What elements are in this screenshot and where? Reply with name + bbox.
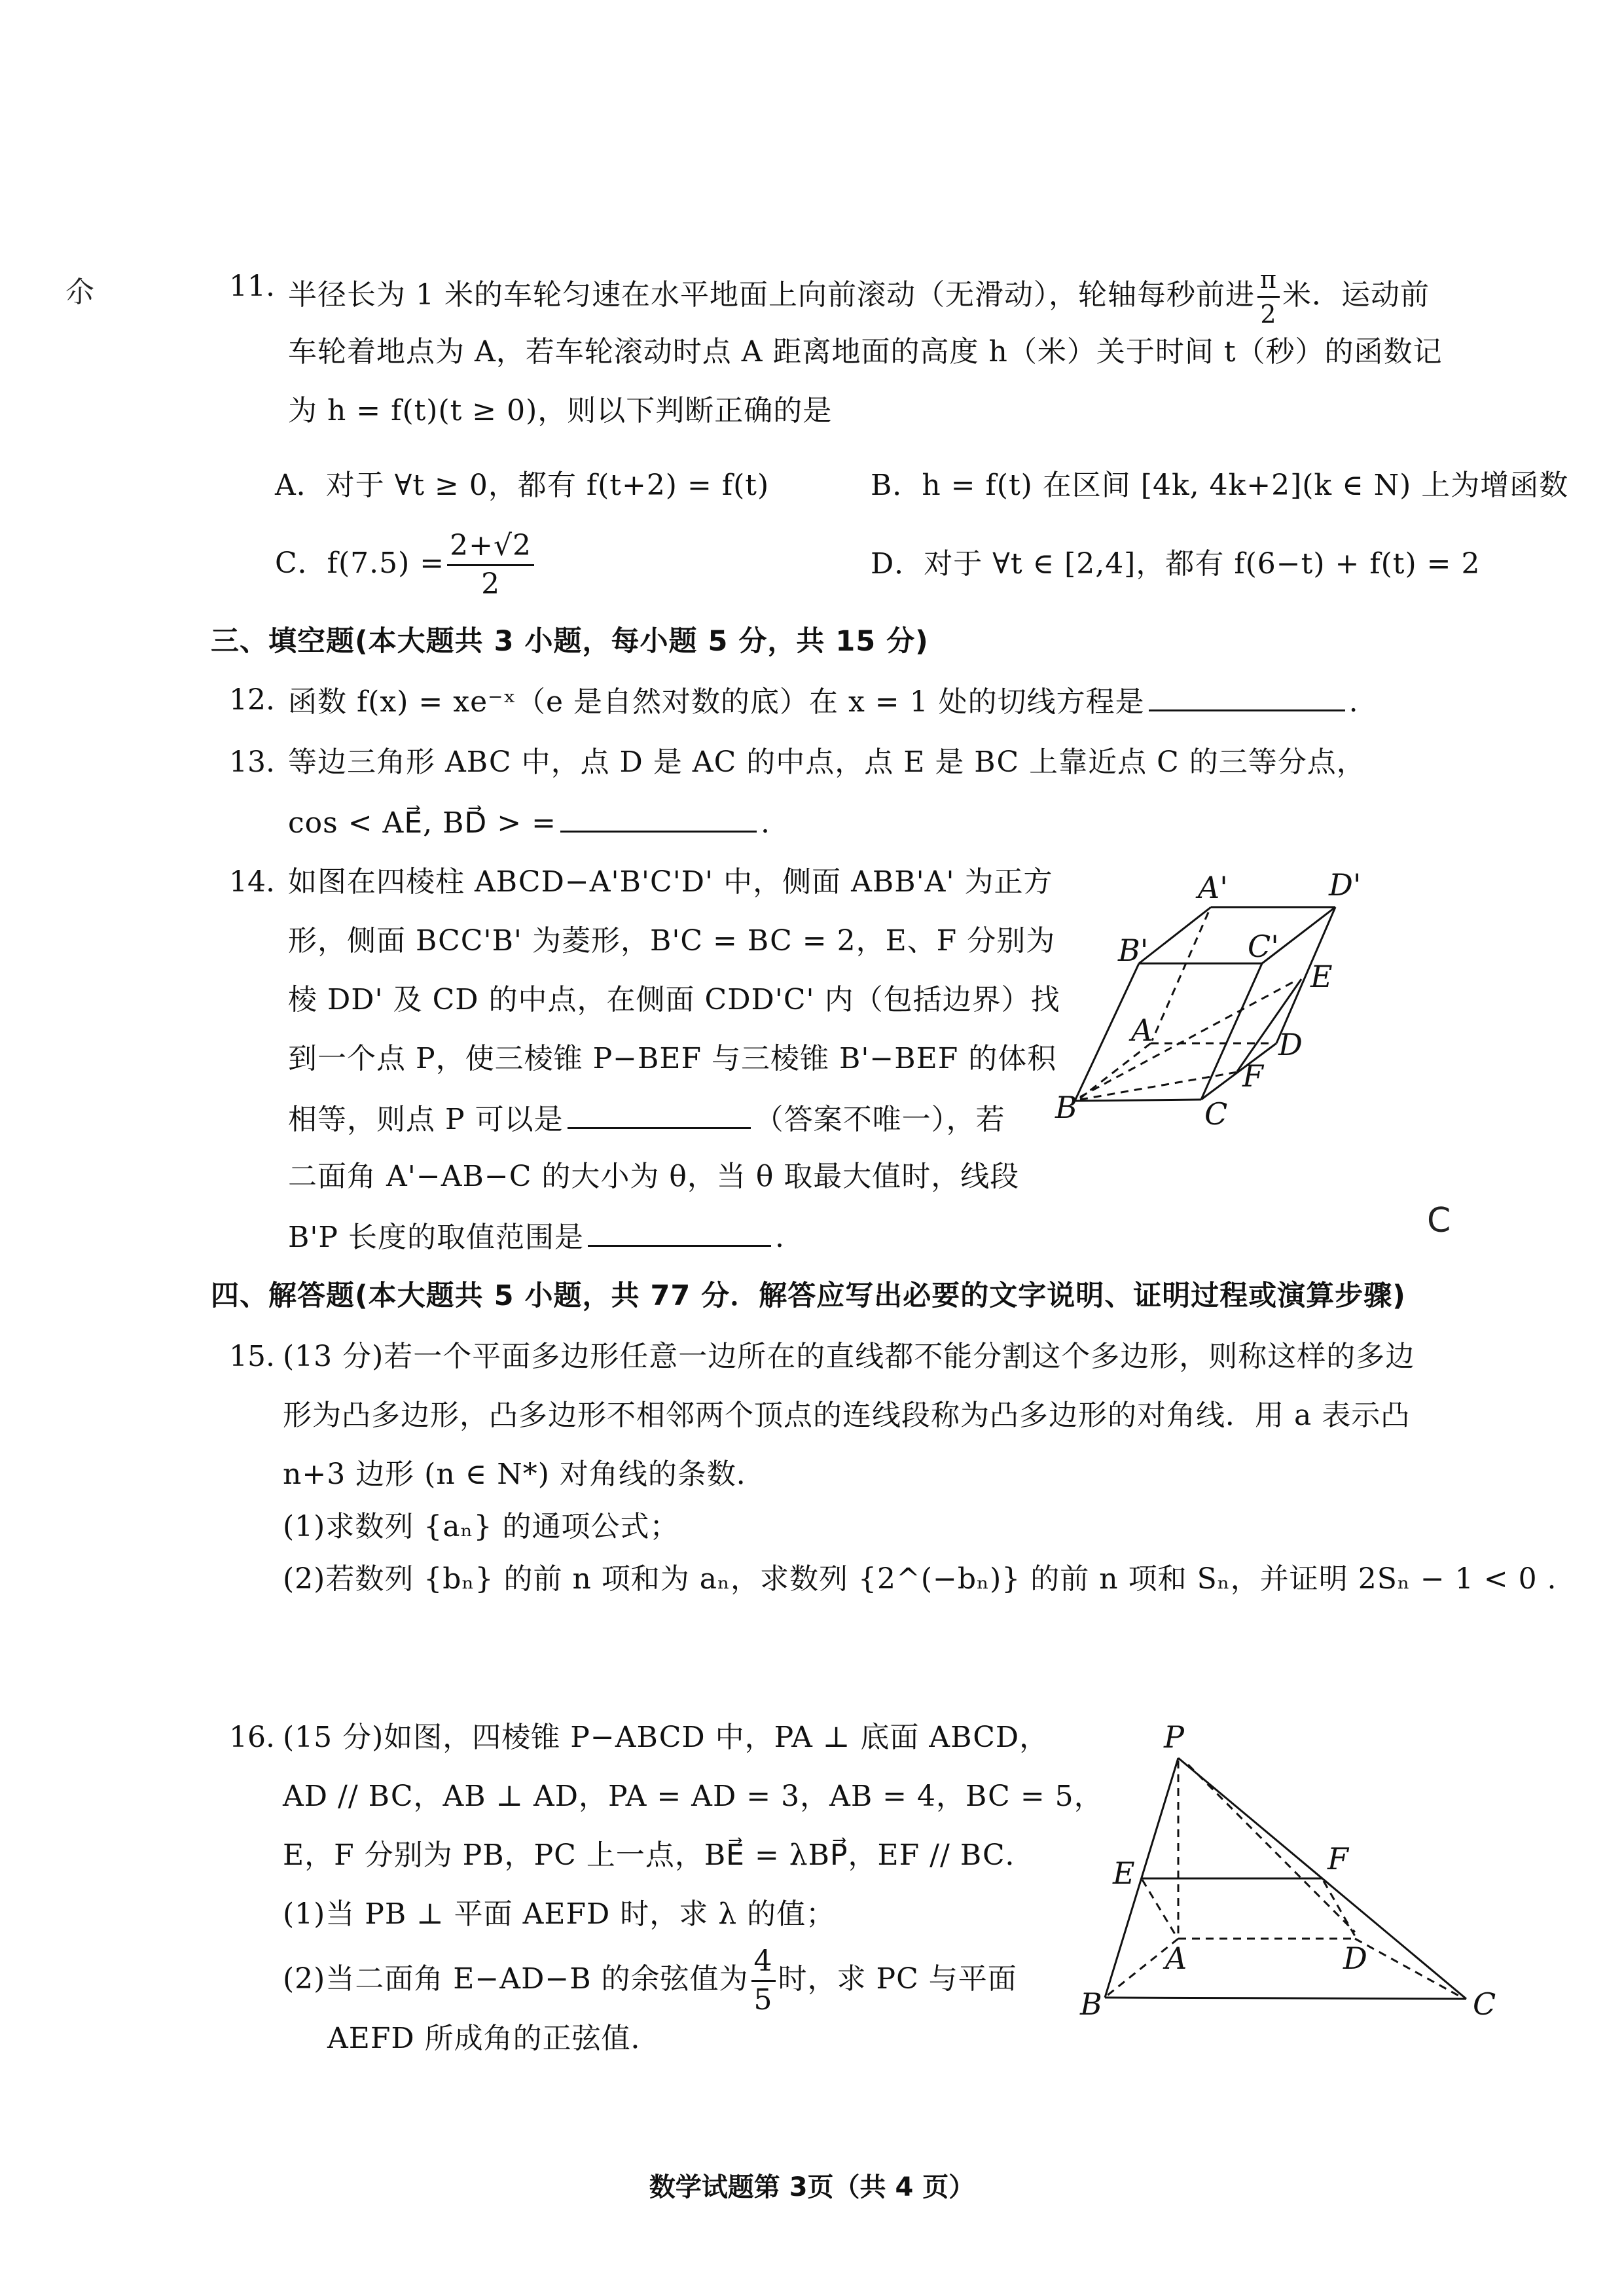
question-part-1: (1)求数列 {aₙ} 的通项公式； [283,1510,679,1543]
question-text-line: (15 分)如图，四棱锥 P−ABCD 中，PA ⊥ 底面 ABCD， [283,1721,1049,1754]
text-segment: 函数 f(x) = xe⁻ˣ（e 是自然对数的底）在 x = 1 处的切线方程是 [288,685,1145,719]
question-text-line: 到一个点 P，使三棱锥 P−BEF 与三棱锥 B'−BEF 的体积 [288,1042,1057,1075]
label-e: E [1310,959,1333,994]
fraction-numerator: 4 [751,1947,776,1982]
question-text-line: 车轮着地点为 A，若车轮滚动时点 A 距离地面的高度 h（米）关于时间 t（秒）的函数记 [288,335,1443,368]
text-segment: 相等，则点 P 可以是 [288,1103,564,1136]
fraction-denominator: 2 [481,567,501,601]
figure-prism [1034,844,1460,1132]
question-text-line: 形，侧面 BCC'B' 为菱形，B'C = BC = 2，E、F 分别为 [288,924,1056,958]
label-c: C [1473,1986,1496,2016]
question-text-line: (13 分)若一个平面多边形任意一边所在的直线都不能分割这个多边形，则称这样的多边 [283,1340,1415,1373]
question-text-line [288,267,1430,327]
option-b: B．h = f(t) 在区间 [4k, 4k+2](k ∈ N) 上为增函数 [871,469,1569,502]
text-segment: （答案不唯一），若 [754,1103,1005,1136]
margin-mark-right: C [1427,1201,1451,1240]
section-heading-solutions: 四、解答题(本大题共 5 小题，共 77 分．解答应写出必要的文字说明、证明过程或演算步骤) [211,1280,1406,1312]
question-number: 12. [229,683,275,717]
segment-bf-hidden [1080,1072,1237,1100]
question-text-line [288,1098,1005,1139]
label-d: D [1343,1941,1367,1976]
text-segment: . [761,806,771,840]
question-text-line: AEFD 所成角的正弦值． [327,2022,660,2055]
question-text-line: 为 h = f(t)(t ≥ 0)，则以下判断正确的是 [288,394,833,427]
text-segment: cos < AE⃗, BD⃗ > = [288,806,557,840]
text-segment: 半径长为 1 米的车轮匀速在水平地面上向前滚动（无滑动），轮轴每秒前进 [288,278,1255,312]
question-text-line: n+3 边形 (n ∈ N*) 对角线的条数． [283,1458,766,1491]
question-number: 15. [229,1340,275,1373]
label-f: F [1327,1841,1348,1876]
label-d: D [1278,1027,1303,1062]
text-segment: 米．运动前 [1282,278,1430,312]
option-c [275,531,537,599]
option-d: D．对于 ∀t ∈ [2,4]，都有 f(6−t) + f(t) = 2 [871,547,1481,581]
fraction-4-5 [751,1947,776,2015]
edge-b1b [1075,963,1139,1101]
question-text-line [288,681,1359,722]
answer-blank[interactable] [560,802,757,833]
edge-cd [1201,1043,1276,1100]
edge-dc-hidden [1355,1939,1460,1996]
label-a: A [1165,1941,1187,1976]
question-text-line [288,1216,785,1257]
label-a-prime: A' [1198,870,1228,905]
edge-bc [1105,1998,1466,1999]
question-text-line: E，F 分别为 PB，PC 上一点，BE⃗ = λBP⃗，EF // BC． [283,1839,1035,1872]
question-part-2: (2)若数列 {bₙ} 的前 n 项和为 aₙ，求数列 {2^(−bₙ)} 的前 n 项和 Sₙ，并证明 2Sₙ − 1 < 0 . [283,1562,1557,1596]
label-b: B [1055,1090,1077,1125]
label-a: A [1131,1013,1153,1048]
label-c: C [1204,1096,1228,1132]
label-b-prime: B' [1118,933,1149,968]
question-text-line: 等边三角形 ABC 中，点 D 是 AC 的中点，点 E 是 BC 上靠近点 C 的三等分点， [288,745,1366,779]
fraction-numerator: π [1257,267,1280,298]
question-number: 16. [229,1721,275,1754]
question-number: 11. [229,270,275,303]
question-part-1: (1)当 PB ⊥ 平面 AEFD 时，求 λ 的值； [283,1897,836,1931]
label-e: E [1113,1856,1135,1891]
label-c-prime: C' [1248,929,1279,964]
segment-ea-hidden [1142,1880,1177,1937]
edge-a1b1 [1139,907,1211,963]
question-text-line [288,802,770,843]
text-segment: B'P 长度的取值范围是 [288,1221,585,1254]
text-segment: C．f(7.5) = [275,547,445,580]
edge-bc [1075,1100,1201,1101]
fraction-numerator: 2+√2 [447,531,534,566]
segment-be-hidden [1080,980,1296,1097]
question-text-line: 棱 DD' 及 CD 的中点，在侧面 CDD'C' 内（包括边界）找 [288,983,1060,1016]
fraction-pi-over-2 [1257,267,1280,327]
fraction-denominator: 5 [753,1983,773,2017]
page-footer: 数学试题第 3页（共 4 页） [649,2172,975,2202]
text-segment: 时，求 PC 与平面 [778,1962,1017,1996]
text-segment: . [1348,685,1359,719]
figure-pyramid [1047,1702,1506,2016]
question-text-line: 形为凸多边形，凸多边形不相邻两个顶点的连线段称为凸多边形的对角线．用 a 表示凸 [283,1399,1411,1432]
question-text-line: 如图在四棱柱 ABCD−A'B'C'D' 中，侧面 ABB'A' 为正方 [288,865,1053,899]
question-number: 14. [229,865,275,899]
label-p: P [1164,1719,1184,1755]
text-segment: (2)当二面角 E−AD−B 的余弦值为 [283,1962,749,1996]
question-text-line: AD // BC，AB ⊥ AD，PA = AD = 3，AB = 4，BC = 5， [283,1780,1104,1813]
option-a: A．对于 ∀t ≥ 0，都有 f(t+2) = f(t) [275,469,770,502]
question-text-line: 二面角 A'−AB−C 的大小为 θ，当 θ 取最大值时，线段 [288,1160,1020,1193]
fraction-denominator: 2 [1260,300,1277,329]
label-d-prime: D' [1329,867,1362,903]
answer-blank[interactable] [568,1098,751,1129]
answer-blank[interactable] [1149,681,1345,711]
text-segment: . [775,1221,785,1254]
label-f: F [1242,1058,1263,1094]
section-heading-fill-in: 三、填空题(本大题共 3 小题，每小题 5 分，共 15 分) [211,625,929,658]
answer-blank[interactable] [588,1216,771,1247]
label-b: B [1080,1986,1102,2016]
question-part-2 [283,1947,1017,2015]
question-number: 13. [229,745,275,779]
segment-fd-hidden [1324,1881,1355,1936]
fraction [447,531,534,599]
margin-mark-left: 尒 [65,276,94,309]
